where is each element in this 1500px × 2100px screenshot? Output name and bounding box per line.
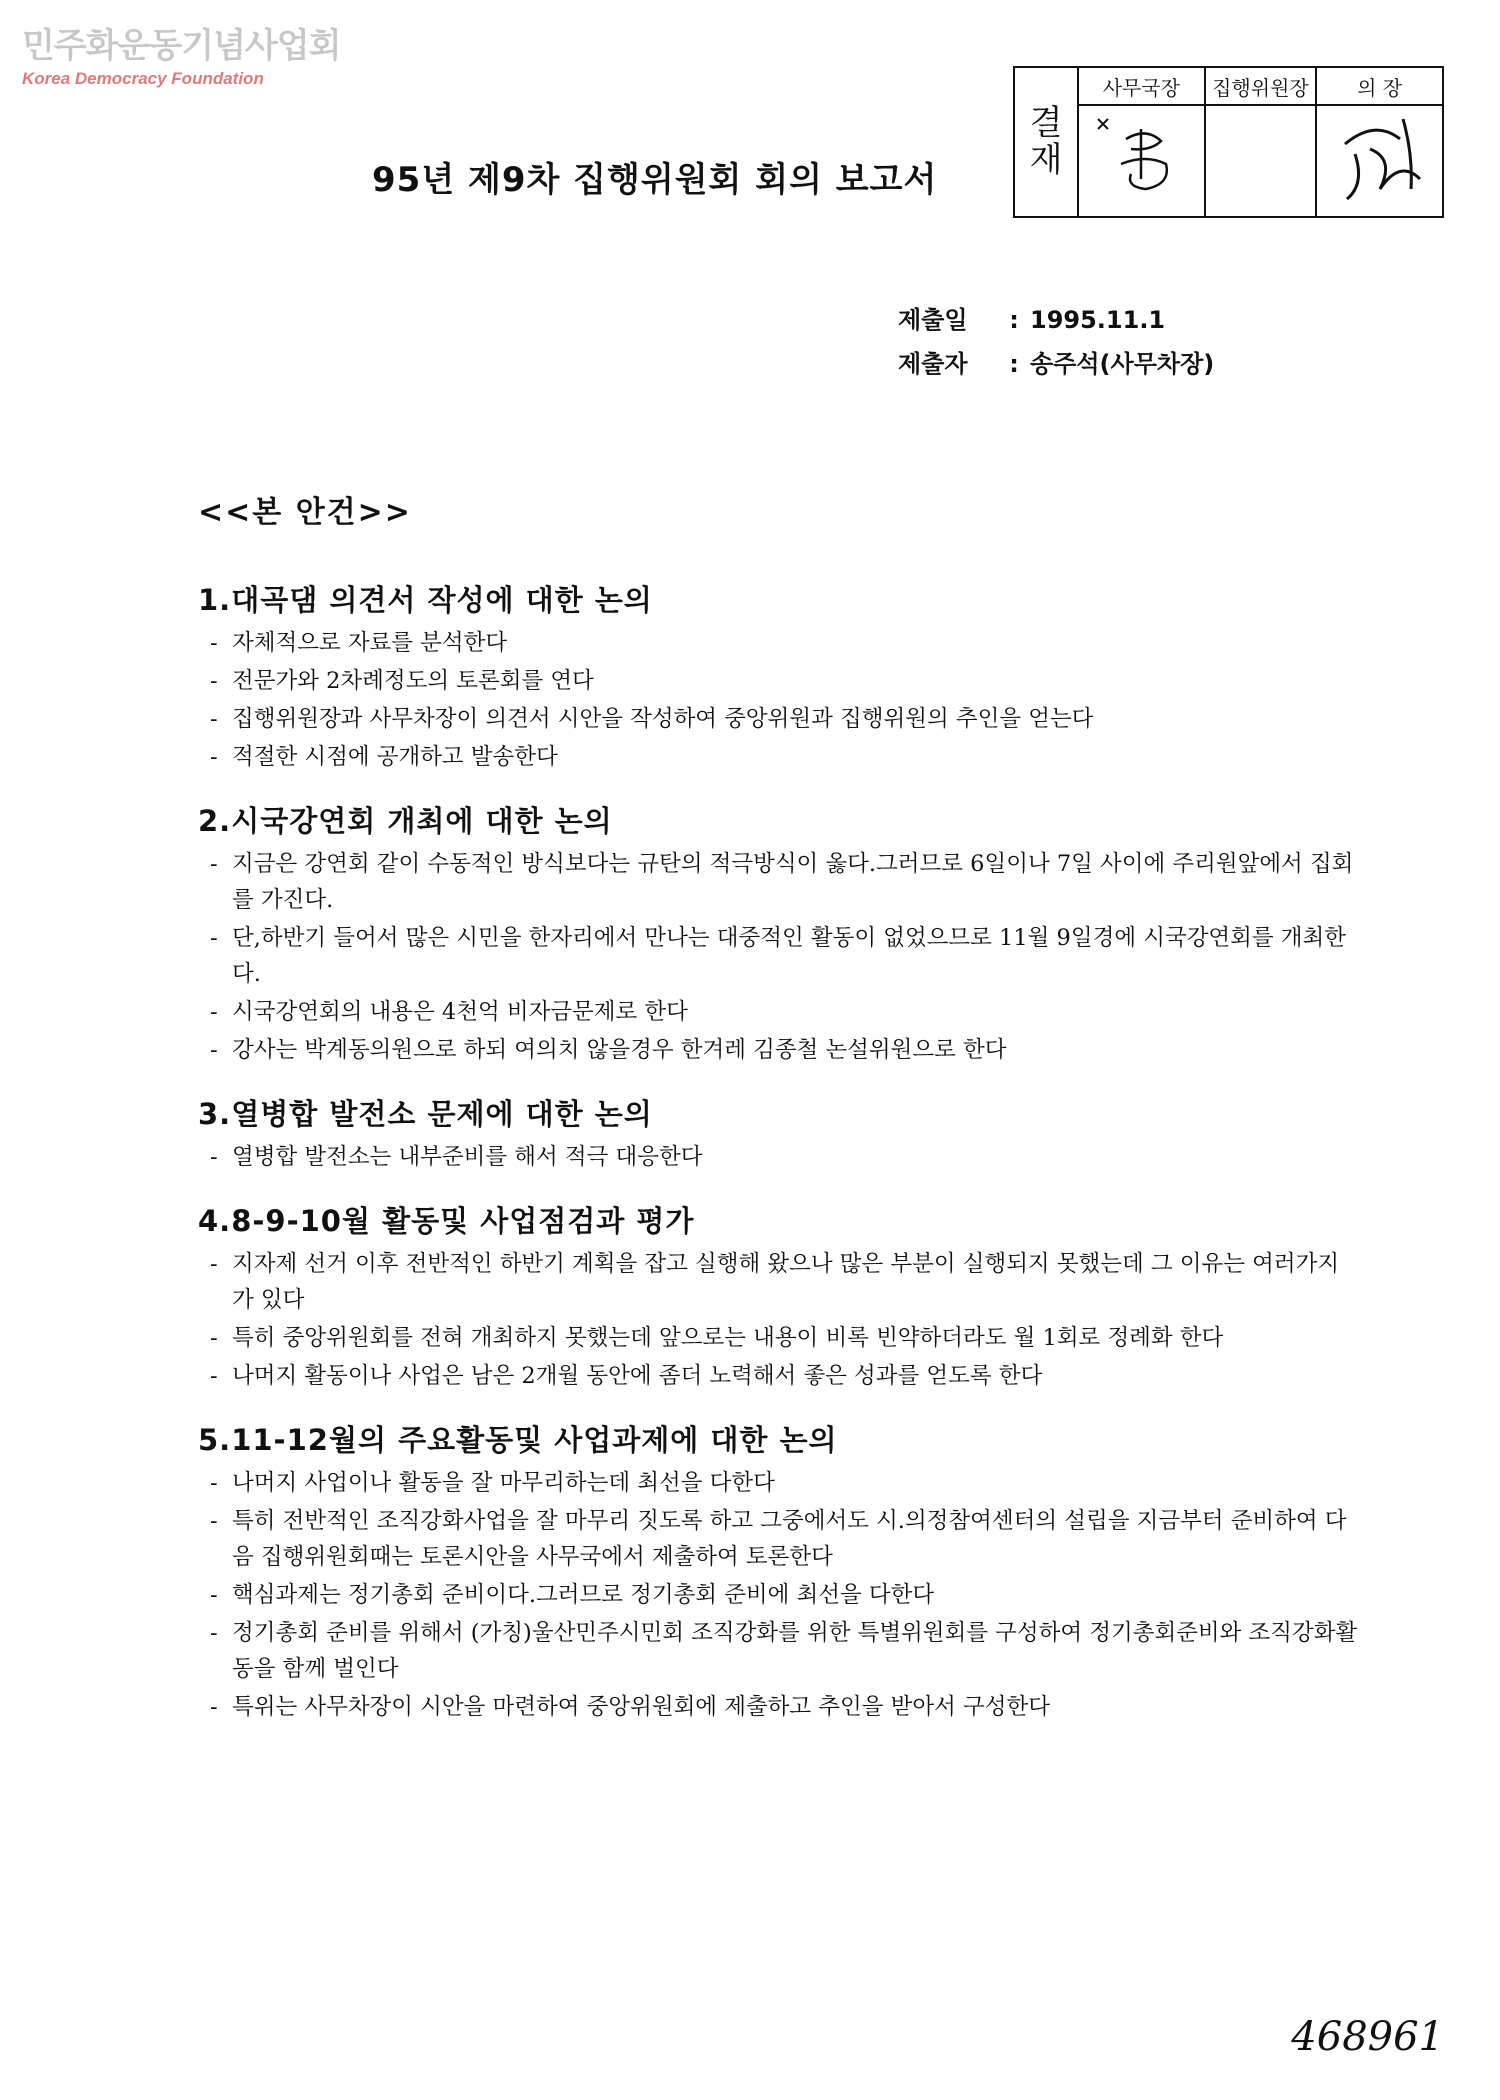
topic-item — [198, 994, 1358, 1030]
agenda-topic — [198, 1092, 1358, 1175]
item-dash: - — [210, 1251, 218, 1277]
item-dash: - — [210, 925, 218, 951]
handwritten-page-number: 468961 — [1291, 2014, 1444, 2060]
item-dash: - — [210, 1037, 218, 1063]
topic-item — [198, 701, 1358, 737]
submission-date-row — [898, 298, 1214, 342]
item-text: 집행위원장과 사무차장이 의견서 시안을 작성하여 중앙위원과 집행위원의 추인을 얻는다 — [232, 706, 1094, 732]
topic-item — [198, 739, 1358, 775]
item-text: 시국강연회의 내용은 4천억 비자금문제로 한다 — [232, 999, 688, 1025]
signature-mark-secretary — [1086, 109, 1196, 209]
item-dash: - — [210, 1508, 218, 1534]
topic-item — [198, 1577, 1358, 1613]
submission-author-label: 제출자 — [898, 350, 968, 378]
topic-item — [198, 1689, 1358, 1725]
topic-title: 2.시국강연회 개최에 대한 논의 — [198, 804, 613, 838]
submission-date-colon: : — [1009, 306, 1019, 334]
section-header: <<본 안건>> — [198, 495, 412, 530]
approval-table — [1013, 66, 1444, 218]
submission-author: 송주석(사무차장) — [1030, 350, 1215, 378]
topic-title: 1.대곡댐 의견서 작성에 대한 논의 — [198, 583, 653, 617]
document-title: 95년 제9차 집행위원회 회의 보고서 — [372, 160, 938, 200]
topic-item — [198, 1320, 1358, 1356]
item-text: 나머지 활동이나 사업은 남은 2개월 동안에 좀더 노력해서 좋은 성과를 얻도록 한다 — [232, 1363, 1043, 1389]
topic-item — [198, 625, 1358, 661]
submission-date: 1995.11.1 — [1030, 306, 1166, 334]
item-dash: - — [210, 1694, 218, 1720]
signature-executive-chair — [1205, 105, 1317, 217]
item-text: 전문가와 2차례정도의 토론회를 연다 — [232, 668, 594, 694]
item-text: 단,하반기 들어서 많은 시민을 한자리에서 만나는 대중적인 활동이 없었으므로 11월 9일경에 시국강연회를 개최한다. — [232, 925, 1346, 987]
approval-header-chair: 의 장 — [1316, 67, 1443, 105]
topic-item — [198, 1032, 1358, 1068]
item-dash: - — [210, 1582, 218, 1608]
item-dash: - — [210, 630, 218, 656]
topic-item — [198, 846, 1358, 918]
topic-title: 5.11-12월의 주요활동및 사업과제에 대한 논의 — [198, 1423, 838, 1457]
topic-title: 3.열병합 발전소 문제에 대한 논의 — [198, 1097, 653, 1131]
item-text: 강사는 박계동의원으로 하되 여의치 않을경우 한겨레 김종철 논설위원으로 한다 — [232, 1037, 1007, 1063]
approval-box — [1013, 66, 1444, 214]
submission-date-label: 제출일 — [898, 306, 968, 334]
topic-title: 4.8-9-10월 활동및 사업점검과 평가 — [198, 1204, 695, 1238]
agenda-topic — [198, 799, 1358, 1068]
submission-info — [898, 298, 1214, 386]
topic-item — [198, 1503, 1358, 1575]
item-text: 정기총회 준비를 위해서 (가칭)울산민주시민회 조직강화를 위한 특별위원회를 구성하여 정기총회준비와 조직강화활동을 함께 벌인다 — [232, 1620, 1358, 1682]
approval-side-label — [1014, 67, 1078, 217]
item-text: 나머지 사업이나 활동을 잘 마무리하는데 최선을 다한다 — [232, 1470, 775, 1496]
submission-author-row — [898, 342, 1214, 386]
item-dash: - — [210, 1470, 218, 1496]
topic-item — [198, 920, 1358, 992]
watermark-korean: 민주화운동기념사업회 — [22, 26, 341, 66]
item-dash: - — [210, 1620, 218, 1646]
item-dash: - — [210, 1144, 218, 1170]
item-text: 지금은 강연회 같이 수동적인 방식보다는 규탄의 적극방식이 옳다.그러므로 6일이나 7일 사이에 주리원앞에서 집회를 가진다. — [232, 851, 1354, 913]
topic-item — [198, 1358, 1358, 1394]
item-text: 적절한 시점에 공개하고 발송한다 — [232, 744, 558, 770]
approval-side-char-1: 결 — [1029, 102, 1063, 143]
item-text: 핵심과제는 정기총회 준비이다.그러므로 정기총회 준비에 최선을 다한다 — [232, 1582, 935, 1608]
topic-item — [198, 1139, 1358, 1175]
topic-item — [198, 663, 1358, 699]
item-dash: - — [210, 706, 218, 732]
topic-item — [198, 1615, 1358, 1687]
agenda-topic — [198, 1199, 1358, 1394]
approval-header-secretary: 사무국장 — [1078, 67, 1205, 105]
signature-secretary — [1078, 105, 1205, 217]
item-dash: - — [210, 999, 218, 1025]
submission-author-colon: : — [1009, 350, 1019, 378]
agenda-topic — [198, 578, 1358, 775]
approval-header-executive-chair: 집행위원장 — [1205, 67, 1317, 105]
approval-side-char-2: 재 — [1029, 140, 1063, 180]
signature-chair — [1316, 105, 1443, 217]
signature-mark-chair — [1325, 109, 1435, 209]
item-dash: - — [210, 668, 218, 694]
topic-item — [198, 1465, 1358, 1501]
watermark-logo — [22, 18, 340, 89]
item-dash: - — [210, 1363, 218, 1389]
item-dash: - — [210, 744, 218, 770]
item-text: 특히 중앙위원회를 전혀 개최하지 못했는데 앞으로는 내용이 비록 빈약하더라도 월 1회로 정례화 한다 — [232, 1325, 1224, 1351]
agenda-topic — [198, 1418, 1358, 1725]
item-text: 열병합 발전소는 내부준비를 해서 적극 대응한다 — [232, 1144, 703, 1170]
item-dash: - — [210, 1325, 218, 1351]
item-text: 특위는 사무차장이 시안을 마련하여 중앙위원회에 제출하고 추인을 받아서 구성한다 — [232, 1694, 1050, 1720]
watermark-english: Korea Democracy Foundation — [22, 69, 264, 88]
agenda-content — [198, 578, 1358, 1749]
topic-item — [198, 1246, 1358, 1318]
item-text: 특히 전반적인 조직강화사업을 잘 마무리 짓도록 하고 그중에서도 시.의정참여센터의 설립을 지금부터 준비하여 다음 집행위원회때는 토론시안을 사무국에서 제출하여 토론한다 — [232, 1508, 1347, 1570]
item-dash: - — [210, 851, 218, 877]
item-text: 자체적으로 자료를 분석한다 — [232, 630, 508, 656]
item-text: 지자제 선거 이후 전반적인 하반기 계획을 잡고 실행해 왔으나 많은 부분이 실행되지 못했는데 그 이유는 여러가지가 있다 — [232, 1251, 1340, 1313]
